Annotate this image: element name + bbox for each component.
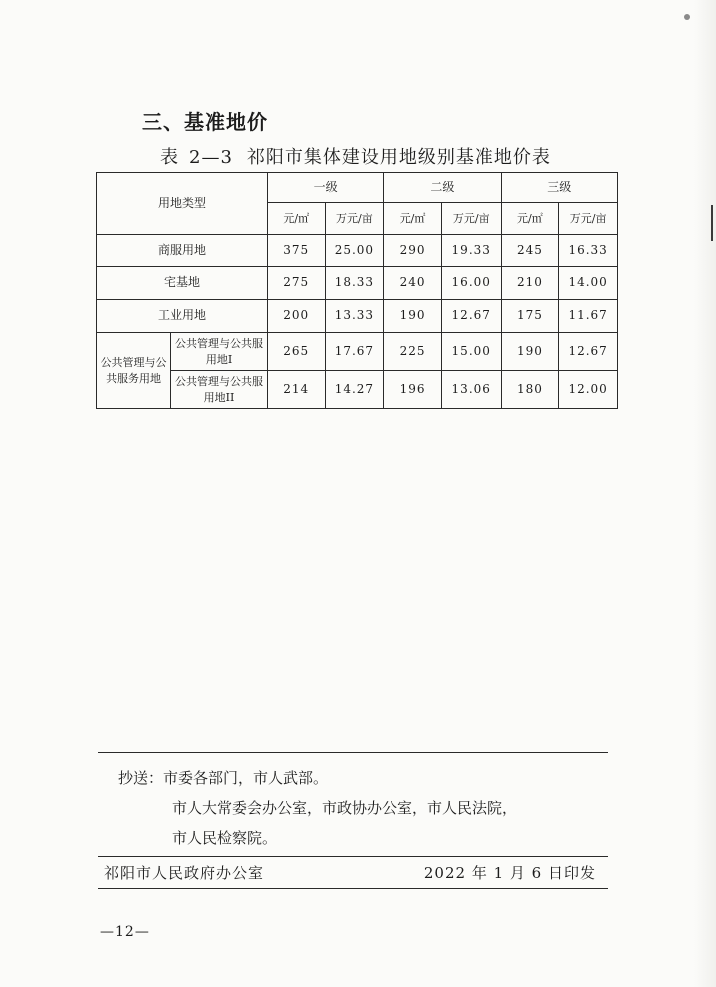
table-cell: 190 [384,300,442,333]
cc-divider-top [98,752,608,753]
table-cell: 17.67 [325,333,384,371]
table-cell: 214 [267,371,325,409]
table-row [97,267,618,300]
table-cell: 14.00 [559,267,618,300]
table-caption-number: 2—3 [189,147,233,168]
table-row [97,371,618,409]
table-cell: 265 [267,333,325,371]
unit-header: 元/㎡ [501,203,559,235]
table-cell: 19.33 [441,235,501,267]
grade-header-1: 一级 [267,173,383,203]
table-cell: 11.67 [559,300,618,333]
table-cell: 210 [501,267,559,300]
unit-header: 元/㎡ [267,203,325,235]
table-cell: 13.33 [325,300,384,333]
issuing-office: 祁阳市人民政府办公室 [104,864,265,882]
table-caption-prefix: 表 [160,147,179,168]
benchmark-price-table [96,172,618,409]
page-number: —12— [100,924,150,940]
unit-header: 万元/亩 [325,203,384,235]
table-cell: 12.67 [559,333,618,371]
unit-header: 元/㎡ [384,203,442,235]
table-cell: 16.33 [559,235,618,267]
cc-block [118,763,517,853]
issue-date: 2022 年 1 月 6 日印发 [423,864,596,882]
table-cell: 25.00 [325,235,384,267]
table-cell: 18.33 [325,267,384,300]
unit-header: 万元/亩 [559,203,618,235]
cc-recipients-1: 市委各部门，市人武部。 [163,769,329,787]
table-caption-title: 祁阳市集体建设用地级别基准地价表 [246,147,551,168]
table-cell: 175 [501,300,559,333]
table-cell: 180 [501,371,559,409]
cc-divider-bottom [98,856,608,857]
row-label: 公共管理与公共服用地II [171,371,268,409]
table-cell: 240 [384,267,442,300]
table-row [97,333,618,371]
footer-divider [98,888,608,889]
table-cell: 200 [267,300,325,333]
table-cell: 13.06 [441,371,501,409]
cc-label: 抄送： [118,769,164,787]
table-cell: 196 [384,371,442,409]
scan-edge-shadow [694,0,716,987]
table-cell: 190 [501,333,559,371]
row-label: 工业用地 [97,300,268,333]
table-row [97,300,618,333]
table-cell: 290 [384,235,442,267]
row-label: 商服用地 [97,235,268,267]
table-cell: 14.27 [325,371,384,409]
table-cell: 245 [501,235,559,267]
table-cell: 16.00 [441,267,501,300]
table-row [97,235,618,267]
table-caption [160,143,551,169]
table-header-row [97,173,618,203]
scan-mark [711,205,713,241]
row-label: 公共管理与公共服用地Ⅰ [171,333,268,371]
unit-header: 万元/亩 [441,203,501,235]
table-cell: 15.00 [441,333,501,371]
table-cell: 225 [384,333,442,371]
row-label: 宅基地 [97,267,268,300]
table-cell: 12.67 [441,300,501,333]
cc-recipients-3: 市人民检察院。 [172,829,278,847]
table-cell: 275 [267,267,325,300]
table-cell: 12.00 [559,371,618,409]
grade-header-2: 二级 [384,173,501,203]
land-type-header: 用地类型 [97,173,268,235]
table-cell: 375 [267,235,325,267]
cc-line-1 [118,763,517,793]
section-heading: 三、基准地价 [142,110,268,134]
cc-recipients-2: 市人大常委会办公室，市政协办公室，市人民法院， [172,799,518,817]
grade-header-3: 三级 [501,173,617,203]
scan-dot [684,14,690,20]
group-label: 公共管理与公共服务用地 [97,333,171,409]
